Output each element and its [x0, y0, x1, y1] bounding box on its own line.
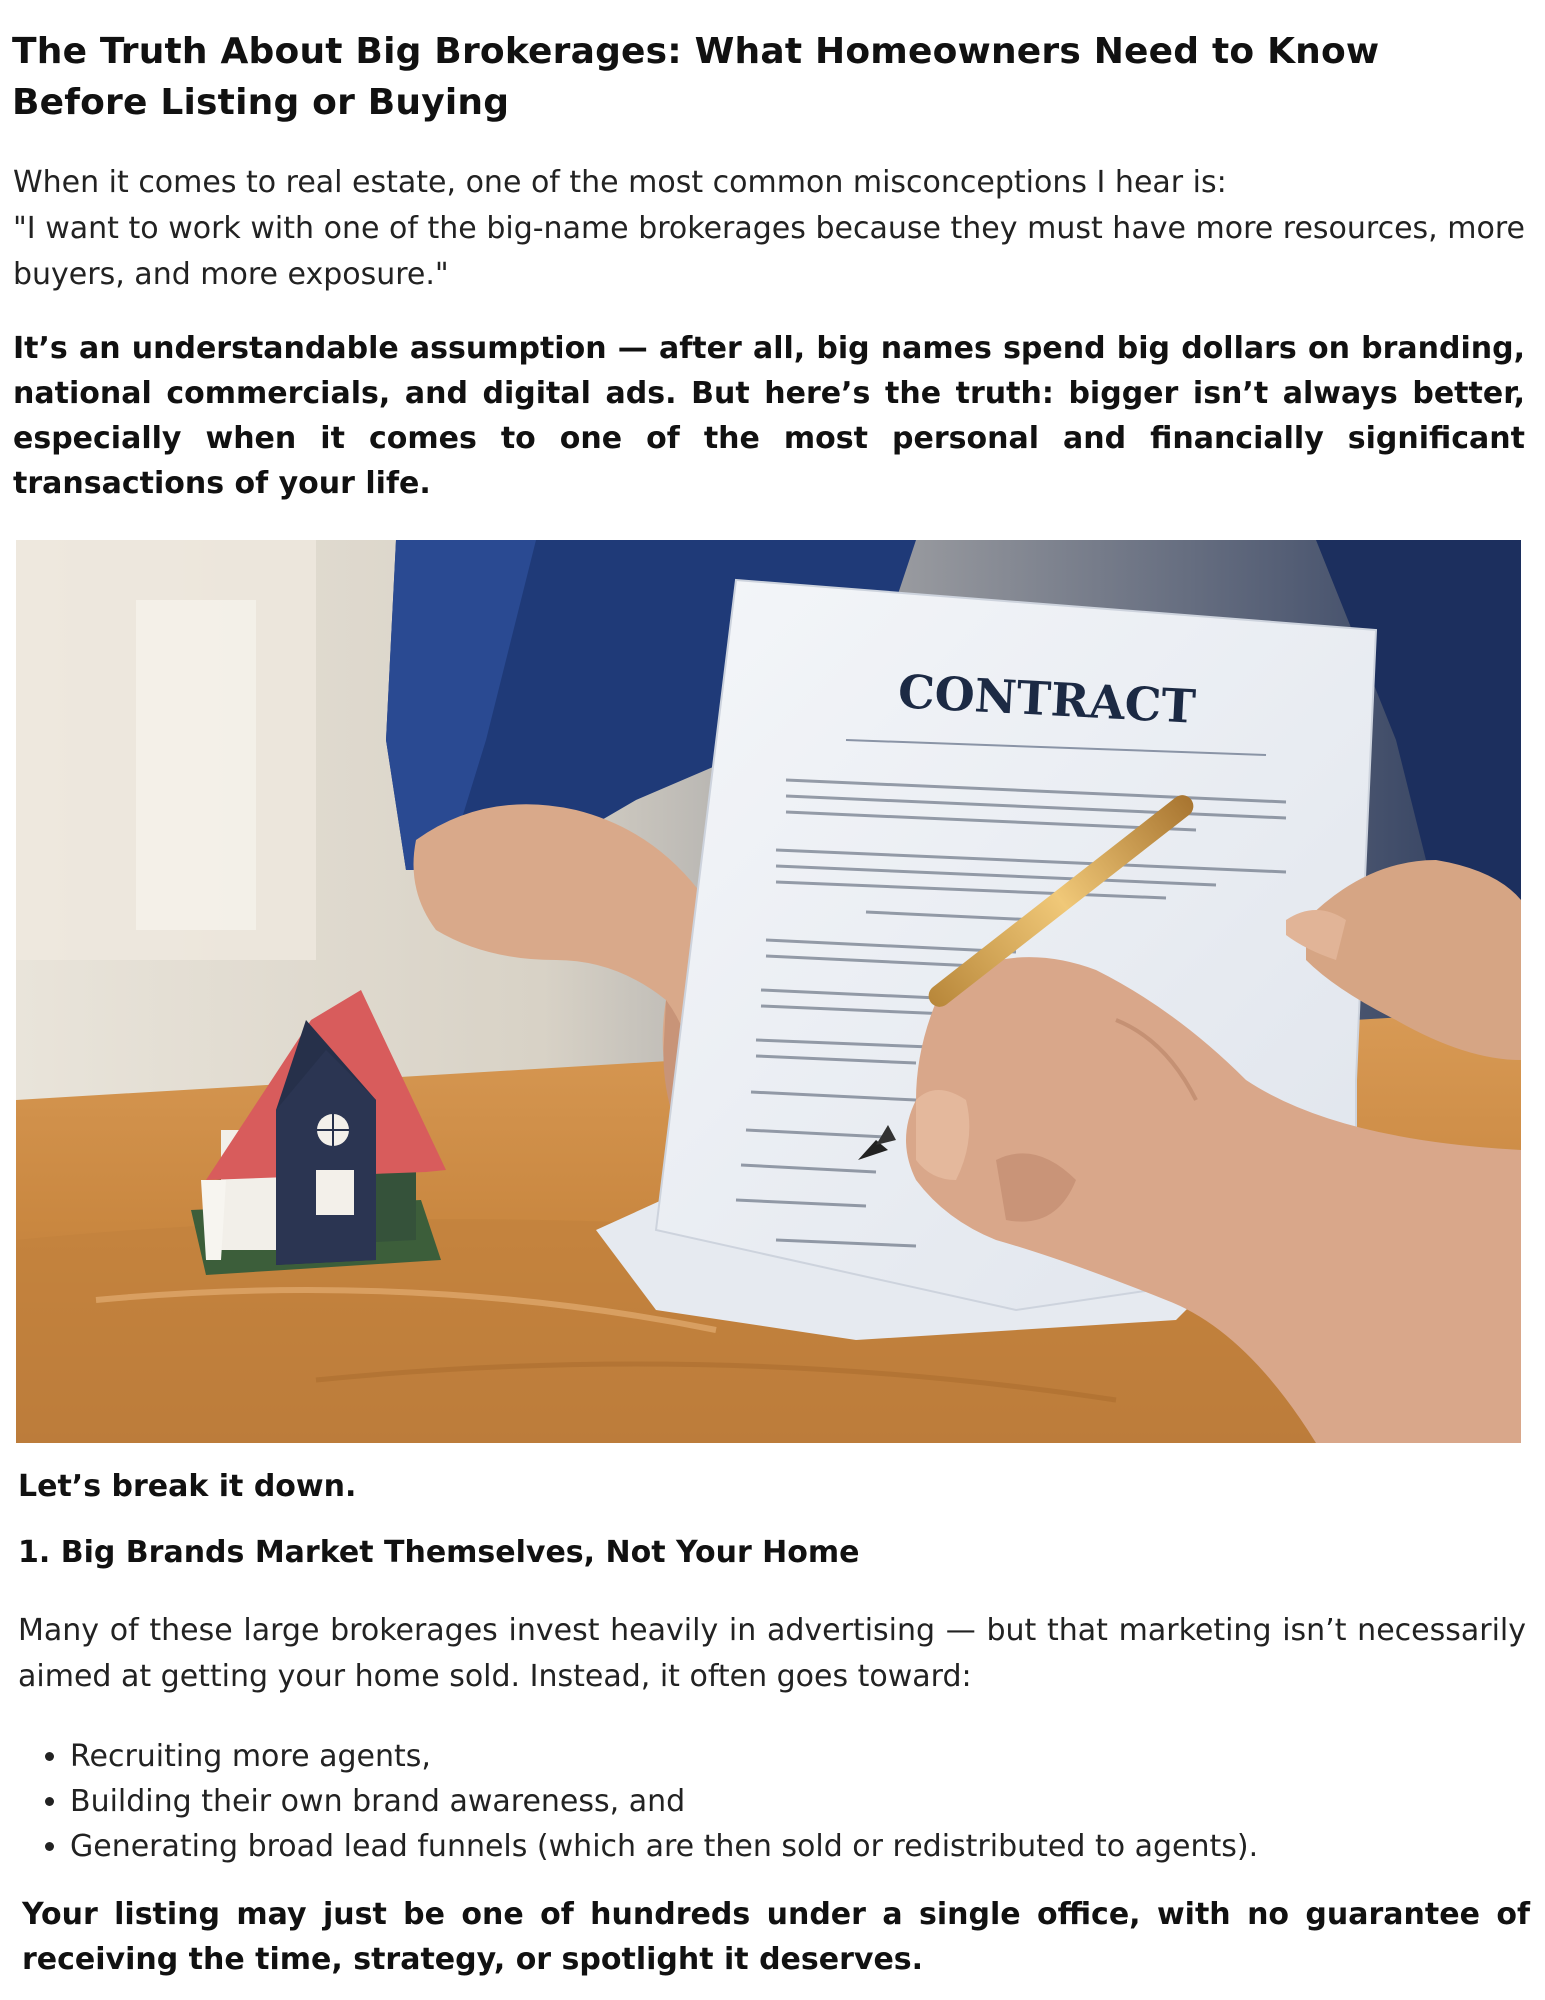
- section-paragraph: Many of these large brokerages invest heavily in advertising — but that marketing isn’t necessarily aimed at getting your home sold. Instead, it often goes toward:: [18, 1613, 1526, 1694]
- intro-paragraph: [13, 160, 1525, 298]
- intro-quote: "I want to work with one of the big-name brokerages because they must have more resources, more buyers, and more exposure.": [13, 211, 1525, 292]
- closing-paragraph: Your listing may just be one of hundreds under a single office, with no guarantee of receiving the time, strategy, or spotlight it deserves.: [22, 1897, 1530, 1977]
- list-item: • Building their own brand awareness, and: [70, 1779, 1545, 1824]
- bullet-list: [18, 1734, 1545, 1869]
- section-heading: 1. Big Brands Market Themselves, Not Your Home: [18, 1535, 860, 1570]
- contract-signing-photo: [16, 540, 1521, 1443]
- intro-line: When it comes to real estate, one of the most common misconceptions I hear is:: [13, 165, 1227, 200]
- contract-heading: CONTRACT: [896, 664, 1197, 734]
- list-item: • Generating broad lead funnels (which are then sold or redistributed to agents).: [70, 1824, 1545, 1869]
- breakdown-heading: Let’s break it down.: [18, 1469, 357, 1504]
- article-title: The Truth About Big Brokerages: What Homeowners Need to Know Before Listing or Buying: [12, 31, 1380, 123]
- list-item: • Recruiting more agents,: [70, 1734, 1545, 1779]
- bold-paragraph: It’s an understandable assumption — after all, big names spend big dollars on branding, national commercials, and digital ads. But here’s the truth: bigger isn’t always better, especially when it comes to one of the most personal and financially significant transactions of your life.: [13, 331, 1525, 501]
